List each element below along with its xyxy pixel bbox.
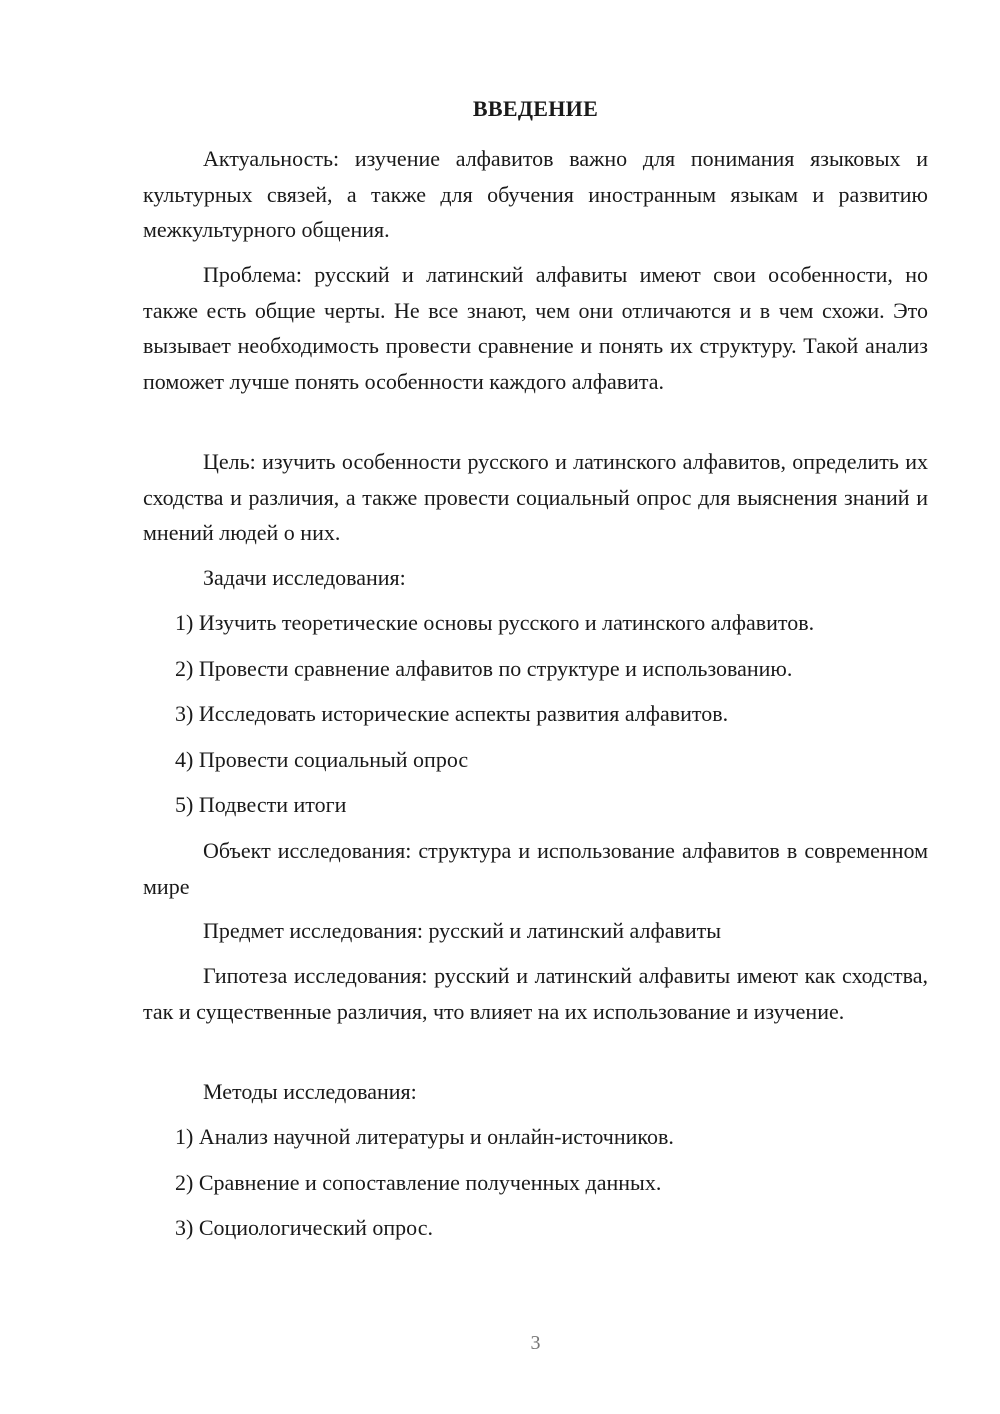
task-item: 5) Подвести итоги xyxy=(175,792,347,817)
method-item: 1) Анализ научной литературы и онлайн-источников. xyxy=(175,1124,674,1149)
document-page xyxy=(143,0,928,1414)
object-paragraph: Объект исследования: структура и использование алфавитов в современном мире xyxy=(143,838,928,899)
tasks-heading: Задачи исследования: xyxy=(203,565,406,590)
subject-line: Предмет исследования: русский и латинский алфавиты xyxy=(203,918,722,943)
task-item: 3) Исследовать исторические аспекты развития алфавитов. xyxy=(175,701,729,726)
page-number: 3 xyxy=(530,1332,541,1354)
task-item: 4) Провести социальный опрос xyxy=(175,747,469,772)
goal-paragraph: Цель: изучить особенности русского и латинского алфавитов, определить их сходства и различия, а также провести социальный опрос для выяснения знаний и мнений людей о них. xyxy=(143,449,928,545)
methods-heading: Методы исследования: xyxy=(203,1079,417,1104)
relevance-paragraph: Актуальность: изучение алфавитов важно для понимания языковых и культурных связей, а также для обучения иностранным языкам и развитию межкультурного общения. xyxy=(143,146,928,242)
task-item: 2) Провести сравнение алфавитов по структуре и использованию. xyxy=(175,656,793,681)
task-item: 1) Изучить теоретические основы русского и латинского алфавитов. xyxy=(175,610,815,635)
hypothesis-paragraph: Гипотеза исследования: русский и латинский алфавиты имеют как сходства, так и существенные различия, что влияет на их использование и изучение. xyxy=(143,963,928,1024)
method-item: 2) Сравнение и сопоставление полученных данных. xyxy=(175,1170,662,1195)
problem-paragraph: Проблема: русский и латинский алфавиты имеют свои особенности, но также есть общие черты. Не все знают, чем они отличаются и в чем схожи. Это вызывает необходимость провести сравнение и понять их структуру. Такой анализ поможет лучше понять особенности каждого алфавита. xyxy=(143,262,928,394)
page-title: ВВЕДЕНИЕ xyxy=(472,96,599,121)
method-item: 3) Социологический опрос. xyxy=(175,1215,433,1240)
